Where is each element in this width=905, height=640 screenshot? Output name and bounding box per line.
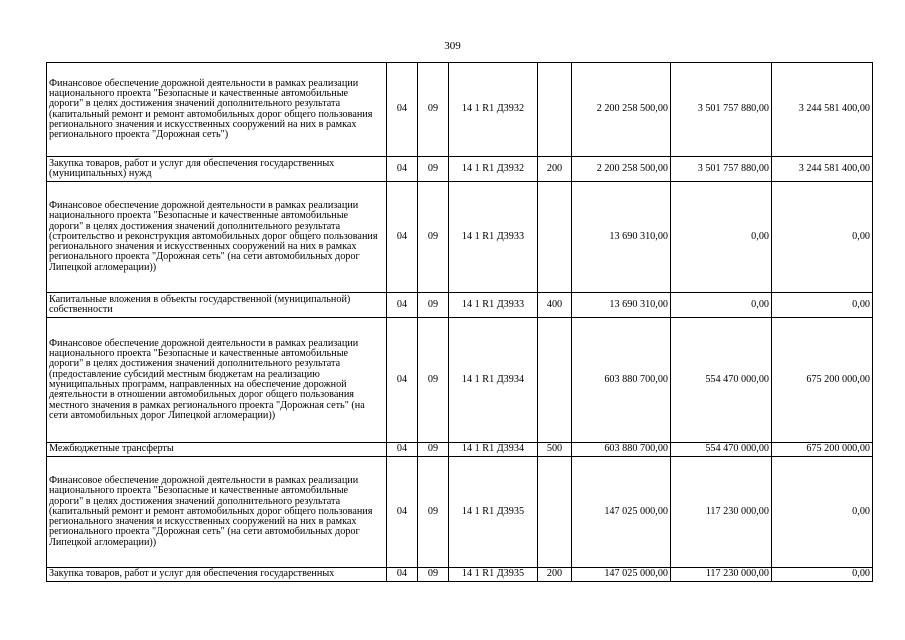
row-expense-type: 500 xyxy=(538,443,572,457)
row-target-article: 14 1 R1 Д3932 xyxy=(449,63,538,157)
table-row xyxy=(47,568,873,582)
row-sum-year-1: 2 200 258 500,00 xyxy=(572,157,671,182)
row-sum-year-2: 117 230 000,00 xyxy=(671,457,772,568)
row-subsection-code: 09 xyxy=(418,318,449,443)
row-description: Финансовое обеспечение дорожной деятельности в рамках реализации национального проекта "Безопасные и качественные автомобильные дороги" в целях достижения значений дополнительного результата (капитальный ремонт и ремонт автомобильных дорог общего пользования регионального значения и искусственных сооружений на них в рамках регионального проекта "Дорожная сеть" (на сети автомобильных дорог Липецкой агломерации)) xyxy=(47,457,387,568)
row-sum-year-1: 147 025 000,00 xyxy=(572,568,671,582)
row-description: Межбюджетные трансферты xyxy=(47,443,387,457)
row-sum-year-2: 3 501 757 880,00 xyxy=(671,63,772,157)
row-sum-year-3: 0,00 xyxy=(772,568,873,582)
page-number: 309 xyxy=(444,40,461,52)
row-section-code: 04 xyxy=(387,443,418,457)
row-description: Закупка товаров, работ и услуг для обеспечения государственных xyxy=(47,568,387,582)
row-sum-year-2: 3 501 757 880,00 xyxy=(671,157,772,182)
table-row xyxy=(47,293,873,318)
row-sum-year-3: 675 200 000,00 xyxy=(772,318,873,443)
row-section-code: 04 xyxy=(387,568,418,582)
row-expense-type xyxy=(538,182,572,293)
row-subsection-code: 09 xyxy=(418,568,449,582)
row-expense-type: 200 xyxy=(538,568,572,582)
row-subsection-code: 09 xyxy=(418,182,449,293)
row-expense-type xyxy=(538,457,572,568)
row-sum-year-2: 554 470 000,00 xyxy=(671,318,772,443)
row-target-article: 14 1 R1 Д3933 xyxy=(449,293,538,318)
row-sum-year-1: 13 690 310,00 xyxy=(572,293,671,318)
row-description: Финансовое обеспечение дорожной деятельности в рамках реализации национального проекта "Безопасные и качественные автомобильные дороги" в целях достижения значений дополнительного результата (строительство и реконструкция автомобильных дорог общего пользования регионального значения и искусственных сооружений на них в рамках регионального проекта "Дорожная сеть" (на сети автомобильных дорог Липецкой агломерации)) xyxy=(47,182,387,293)
row-section-code: 04 xyxy=(387,293,418,318)
row-sum-year-2: 0,00 xyxy=(671,293,772,318)
row-sum-year-3: 675 200 000,00 xyxy=(772,443,873,457)
row-expense-type xyxy=(538,318,572,443)
budget-table xyxy=(46,62,873,582)
row-sum-year-2: 554 470 000,00 xyxy=(671,443,772,457)
row-section-code: 04 xyxy=(387,318,418,443)
row-sum-year-3: 3 244 581 400,00 xyxy=(772,157,873,182)
row-sum-year-1: 2 200 258 500,00 xyxy=(572,63,671,157)
row-section-code: 04 xyxy=(387,182,418,293)
row-sum-year-3: 3 244 581 400,00 xyxy=(772,63,873,157)
table-row xyxy=(47,318,873,443)
row-description: Капитальные вложения в объекты государственной (муниципальной) собственности xyxy=(47,293,387,318)
table-row xyxy=(47,63,873,157)
row-sum-year-2: 117 230 000,00 xyxy=(671,568,772,582)
row-section-code: 04 xyxy=(387,157,418,182)
row-subsection-code: 09 xyxy=(418,457,449,568)
table-row xyxy=(47,457,873,568)
row-subsection-code: 09 xyxy=(418,293,449,318)
table-row xyxy=(47,443,873,457)
row-sum-year-3: 0,00 xyxy=(772,182,873,293)
row-expense-type: 400 xyxy=(538,293,572,318)
row-expense-type: 200 xyxy=(538,157,572,182)
row-sum-year-1: 603 880 700,00 xyxy=(572,318,671,443)
row-sum-year-1: 603 880 700,00 xyxy=(572,443,671,457)
row-target-article: 14 1 R1 Д3934 xyxy=(449,443,538,457)
row-target-article: 14 1 R1 Д3935 xyxy=(449,457,538,568)
row-subsection-code: 09 xyxy=(418,63,449,157)
table-row xyxy=(47,182,873,293)
row-target-article: 14 1 R1 Д3932 xyxy=(449,157,538,182)
row-expense-type xyxy=(538,63,572,157)
row-sum-year-3: 0,00 xyxy=(772,457,873,568)
row-target-article: 14 1 R1 Д3934 xyxy=(449,318,538,443)
row-sum-year-2: 0,00 xyxy=(671,182,772,293)
row-description: Финансовое обеспечение дорожной деятельности в рамках реализации национального проекта "Безопасные и качественные автомобильные дороги" в целях достижения значений дополнительного результата (предоставление субсидий местным бюджетам на реализацию муниципальных программ, направленных на обеспечение дорожной деятельности в отношении автомобильных дорог общего пользования местного значения в рамках регионального проекта "Дорожная сеть" (на сети автомобильных дорог Липецкой агломерации)) xyxy=(47,318,387,443)
row-subsection-code: 09 xyxy=(418,157,449,182)
row-target-article: 14 1 R1 Д3935 xyxy=(449,568,538,582)
row-subsection-code: 09 xyxy=(418,443,449,457)
row-description: Финансовое обеспечение дорожной деятельности в рамках реализации национального проекта "Безопасные и качественные автомобильные дороги" в целях достижения значений дополнительного результата (капитальный ремонт и ремонт автомобильных дорог общего пользования регионального значения и искусственных сооружений на них в рамках регионального проекта "Дорожная сеть") xyxy=(47,63,387,157)
row-description: Закупка товаров, работ и услуг для обеспечения государственных (муниципальных) нужд xyxy=(47,157,387,182)
table-row xyxy=(47,157,873,182)
row-target-article: 14 1 R1 Д3933 xyxy=(449,182,538,293)
row-sum-year-1: 13 690 310,00 xyxy=(572,182,671,293)
row-sum-year-1: 147 025 000,00 xyxy=(572,457,671,568)
row-section-code: 04 xyxy=(387,63,418,157)
row-section-code: 04 xyxy=(387,457,418,568)
row-sum-year-3: 0,00 xyxy=(772,293,873,318)
